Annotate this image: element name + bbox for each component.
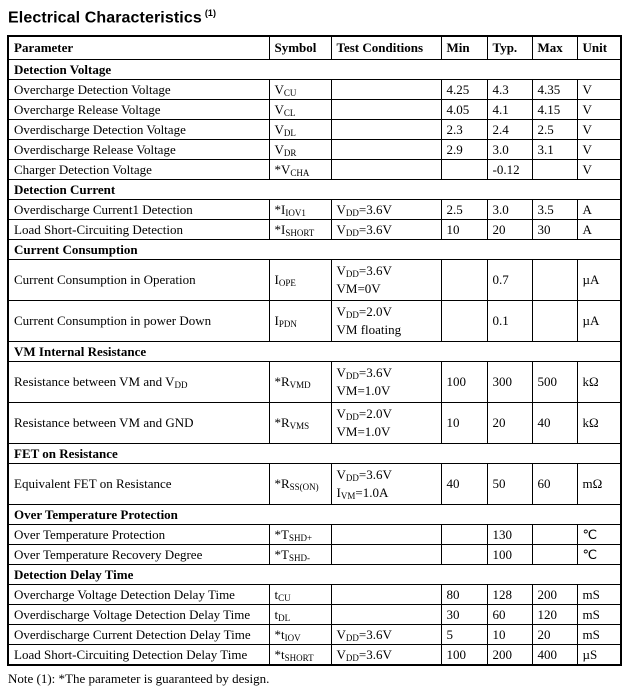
footnote: Note (1): *The parameter is guaranteed by design. [8,670,270,686]
symbol-cell: $*I_{SHORT}$ [269,220,331,240]
section-row [8,240,621,260]
section-row [8,342,621,362]
min-cell: 4.05 [441,100,487,120]
section-header: FET on Resistance [8,444,621,464]
unit-cell: V [577,140,621,160]
min-cell [441,545,487,565]
param-cell: Overcharge Detection Voltage [8,80,269,100]
param-cell: Overdischarge Detection Voltage [8,120,269,140]
max-cell: 400 [532,645,577,665]
condition-line: VM=1.0V [336,424,391,440]
typ-cell: 60 [487,605,532,625]
max-cell: 200 [532,585,577,605]
max-cell [532,160,577,180]
typ-cell: 50 [487,464,532,505]
conditions-cell [331,260,441,301]
param-cell: Over Temperature Protection [8,525,269,545]
section-header: Current Consumption [8,240,621,260]
conditions-cell [331,605,441,625]
min-cell: 2.9 [441,140,487,160]
conditions-cell [331,200,441,220]
electrical-characteristics-table [7,35,622,666]
section-header: VM Internal Resistance [8,342,621,362]
column-header-max: Max [532,36,577,60]
table-row [8,525,621,545]
condition-line: $V_{DD}=3.6V$ [336,221,392,238]
typ-cell: -0.12 [487,160,532,180]
symbol-cell: $I_{OPE}$ [269,260,331,301]
min-cell [441,160,487,180]
min-cell: 30 [441,605,487,625]
unit-cell: µA [577,301,621,342]
typ-cell: 4.3 [487,80,532,100]
unit-cell: µA [577,260,621,301]
param-cell: Over Temperature Recovery Degree [8,545,269,565]
typ-cell: 0.7 [487,260,532,301]
section-row [8,444,621,464]
condition-line: VM=1.0V [336,383,391,399]
table-row [8,220,621,240]
param-cell: Overdischarge Current1 Detection [8,200,269,220]
table-row [8,464,621,505]
condition-line: $I_{VM}=1.0A$ [336,485,389,502]
conditions-cell [331,362,441,403]
conditions-cell [331,80,441,100]
symbol-cell: $t_{DL}$ [269,605,331,625]
typ-cell: 4.1 [487,100,532,120]
page-title-note-ref: (1) [204,8,217,18]
min-cell: 100 [441,362,487,403]
typ-cell: 300 [487,362,532,403]
table-row [8,260,621,301]
min-cell: 2.3 [441,120,487,140]
conditions-cell [331,645,441,665]
condition-line: $V_{DD}=3.6V$ [336,646,392,663]
symbol-cell: $V_{CU}$ [269,80,331,100]
symbol-cell: $*T_{SHD+}$ [269,525,331,545]
condition-line: VM=0V [336,281,381,297]
condition-line: $V_{DD}=2.0V$ [336,304,392,321]
conditions-cell [331,585,441,605]
symbol-cell: $V_{DL}$ [269,120,331,140]
section-row [8,505,621,525]
param-cell: Load Short-Circuiting Detection Delay Time [8,645,269,665]
table-row [8,80,621,100]
unit-cell: ℃ [577,525,621,545]
typ-cell: 0.1 [487,301,532,342]
conditions-cell [331,100,441,120]
param-cell: Charger Detection Voltage [8,160,269,180]
column-header-parameter: Parameter [8,36,269,60]
table-row [8,585,621,605]
max-cell [532,260,577,301]
typ-cell: 128 [487,585,532,605]
unit-cell: V [577,80,621,100]
min-cell: 100 [441,645,487,665]
conditions-cell [331,120,441,140]
symbol-cell: $*t_{SHORT}$ [269,645,331,665]
unit-cell: mS [577,605,621,625]
table-row [8,160,621,180]
conditions-cell [331,160,441,180]
condition-line: $V_{DD}=3.6V$ [336,201,392,218]
condition-line: $V_{DD}=3.6V$ [336,467,392,484]
page-title-text: Electrical Characteristics [8,9,202,27]
condition-line: $V_{DD}=3.6V$ [336,626,392,643]
max-cell: 120 [532,605,577,625]
param-cell: Overdischarge Release Voltage [8,140,269,160]
conditions-cell [331,403,441,444]
typ-cell: 3.0 [487,140,532,160]
symbol-cell: $I_{PDN}$ [269,301,331,342]
typ-cell: 130 [487,525,532,545]
section-row [8,180,621,200]
max-cell: 20 [532,625,577,645]
param-cell: Current Consumption in Operation [8,260,269,301]
conditions-cell [331,545,441,565]
symbol-cell: $*I_{IOV1}$ [269,200,331,220]
param-cell: Resistance between VM and $V_{DD}$ [8,362,269,403]
min-cell [441,525,487,545]
conditions-cell [331,301,441,342]
column-header-typ: Typ. [487,36,532,60]
max-cell [532,525,577,545]
table-row [8,100,621,120]
param-cell: Current Consumption in power Down [8,301,269,342]
min-cell [441,260,487,301]
unit-cell: kΩ [577,362,621,403]
conditions-cell [331,625,441,645]
typ-cell: 3.0 [487,200,532,220]
unit-cell: mS [577,625,621,645]
param-cell: Overdischarge Voltage Detection Delay Time [8,605,269,625]
table-row [8,545,621,565]
typ-cell: 2.4 [487,120,532,140]
unit-cell: V [577,160,621,180]
param-cell: Load Short-Circuiting Detection [8,220,269,240]
condition-line: VM floating [336,322,402,338]
table-row [8,625,621,645]
unit-cell: V [577,100,621,120]
unit-cell: kΩ [577,403,621,444]
unit-cell: µS [577,645,621,665]
section-header: Detection Current [8,180,621,200]
max-cell: 3.5 [532,200,577,220]
min-cell [441,301,487,342]
section-header: Over Temperature Protection [8,505,621,525]
min-cell: 40 [441,464,487,505]
param-cell: Resistance between VM and GND [8,403,269,444]
symbol-cell: $t_{CU}$ [269,585,331,605]
condition-line: $V_{DD}=3.6V$ [336,263,392,280]
unit-cell: ℃ [577,545,621,565]
section-header: Detection Delay Time [8,565,621,585]
max-cell [532,545,577,565]
min-cell: 5 [441,625,487,645]
symbol-cell: $V_{DR}$ [269,140,331,160]
unit-cell: V [577,120,621,140]
min-cell: 2.5 [441,200,487,220]
table-row [8,403,621,444]
conditions-cell [331,220,441,240]
table-body [8,60,621,665]
symbol-cell: $*T_{SHD-}$ [269,545,331,565]
symbol-cell: $*R_{VMD}$ [269,362,331,403]
max-cell: 30 [532,220,577,240]
column-header-test-conditions: Test Conditions [331,36,441,60]
column-header-min: Min [441,36,487,60]
conditions-cell [331,140,441,160]
symbol-cell: $*R_{SS(ON)}$ [269,464,331,505]
conditions-cell [331,464,441,505]
section-header: Detection Voltage [8,60,621,80]
symbol-cell: $V_{CL}$ [269,100,331,120]
typ-cell: 10 [487,625,532,645]
max-cell [532,301,577,342]
param-cell: Overdischarge Current Detection Delay Time [8,625,269,645]
condition-line: $V_{DD}=3.6V$ [336,365,392,382]
column-header-symbol: Symbol [269,36,331,60]
max-cell: 2.5 [532,120,577,140]
param-cell: Overcharge Release Voltage [8,100,269,120]
unit-cell: mΩ [577,464,621,505]
table-header [8,36,621,60]
condition-line: $V_{DD}=2.0V$ [336,406,392,423]
symbol-cell: $*V_{CHA}$ [269,160,331,180]
typ-cell: 200 [487,645,532,665]
table-row [8,301,621,342]
min-cell: 10 [441,403,487,444]
typ-cell: 20 [487,220,532,240]
param-cell: Overcharge Voltage Detection Delay Time [8,585,269,605]
table-row [8,140,621,160]
page-title [8,8,625,27]
typ-cell: 20 [487,403,532,444]
max-cell: 3.1 [532,140,577,160]
unit-cell: A [577,200,621,220]
max-cell: 40 [532,403,577,444]
table-row [8,645,621,665]
typ-cell: 100 [487,545,532,565]
header-row [8,36,621,60]
column-header-unit: Unit [577,36,621,60]
table-row [8,605,621,625]
min-cell: 4.25 [441,80,487,100]
table-row [8,120,621,140]
table-row [8,200,621,220]
section-row [8,60,621,80]
conditions-cell [331,525,441,545]
param-cell: Equivalent FET on Resistance [8,464,269,505]
max-cell: 4.35 [532,80,577,100]
min-cell: 80 [441,585,487,605]
max-cell: 4.15 [532,100,577,120]
table-row [8,362,621,403]
max-cell: 500 [532,362,577,403]
min-cell: 10 [441,220,487,240]
max-cell: 60 [532,464,577,505]
unit-cell: mS [577,585,621,605]
section-row [8,565,621,585]
symbol-cell: $*R_{VMS}$ [269,403,331,444]
symbol-cell: $*t_{IOV}$ [269,625,331,645]
unit-cell: A [577,220,621,240]
